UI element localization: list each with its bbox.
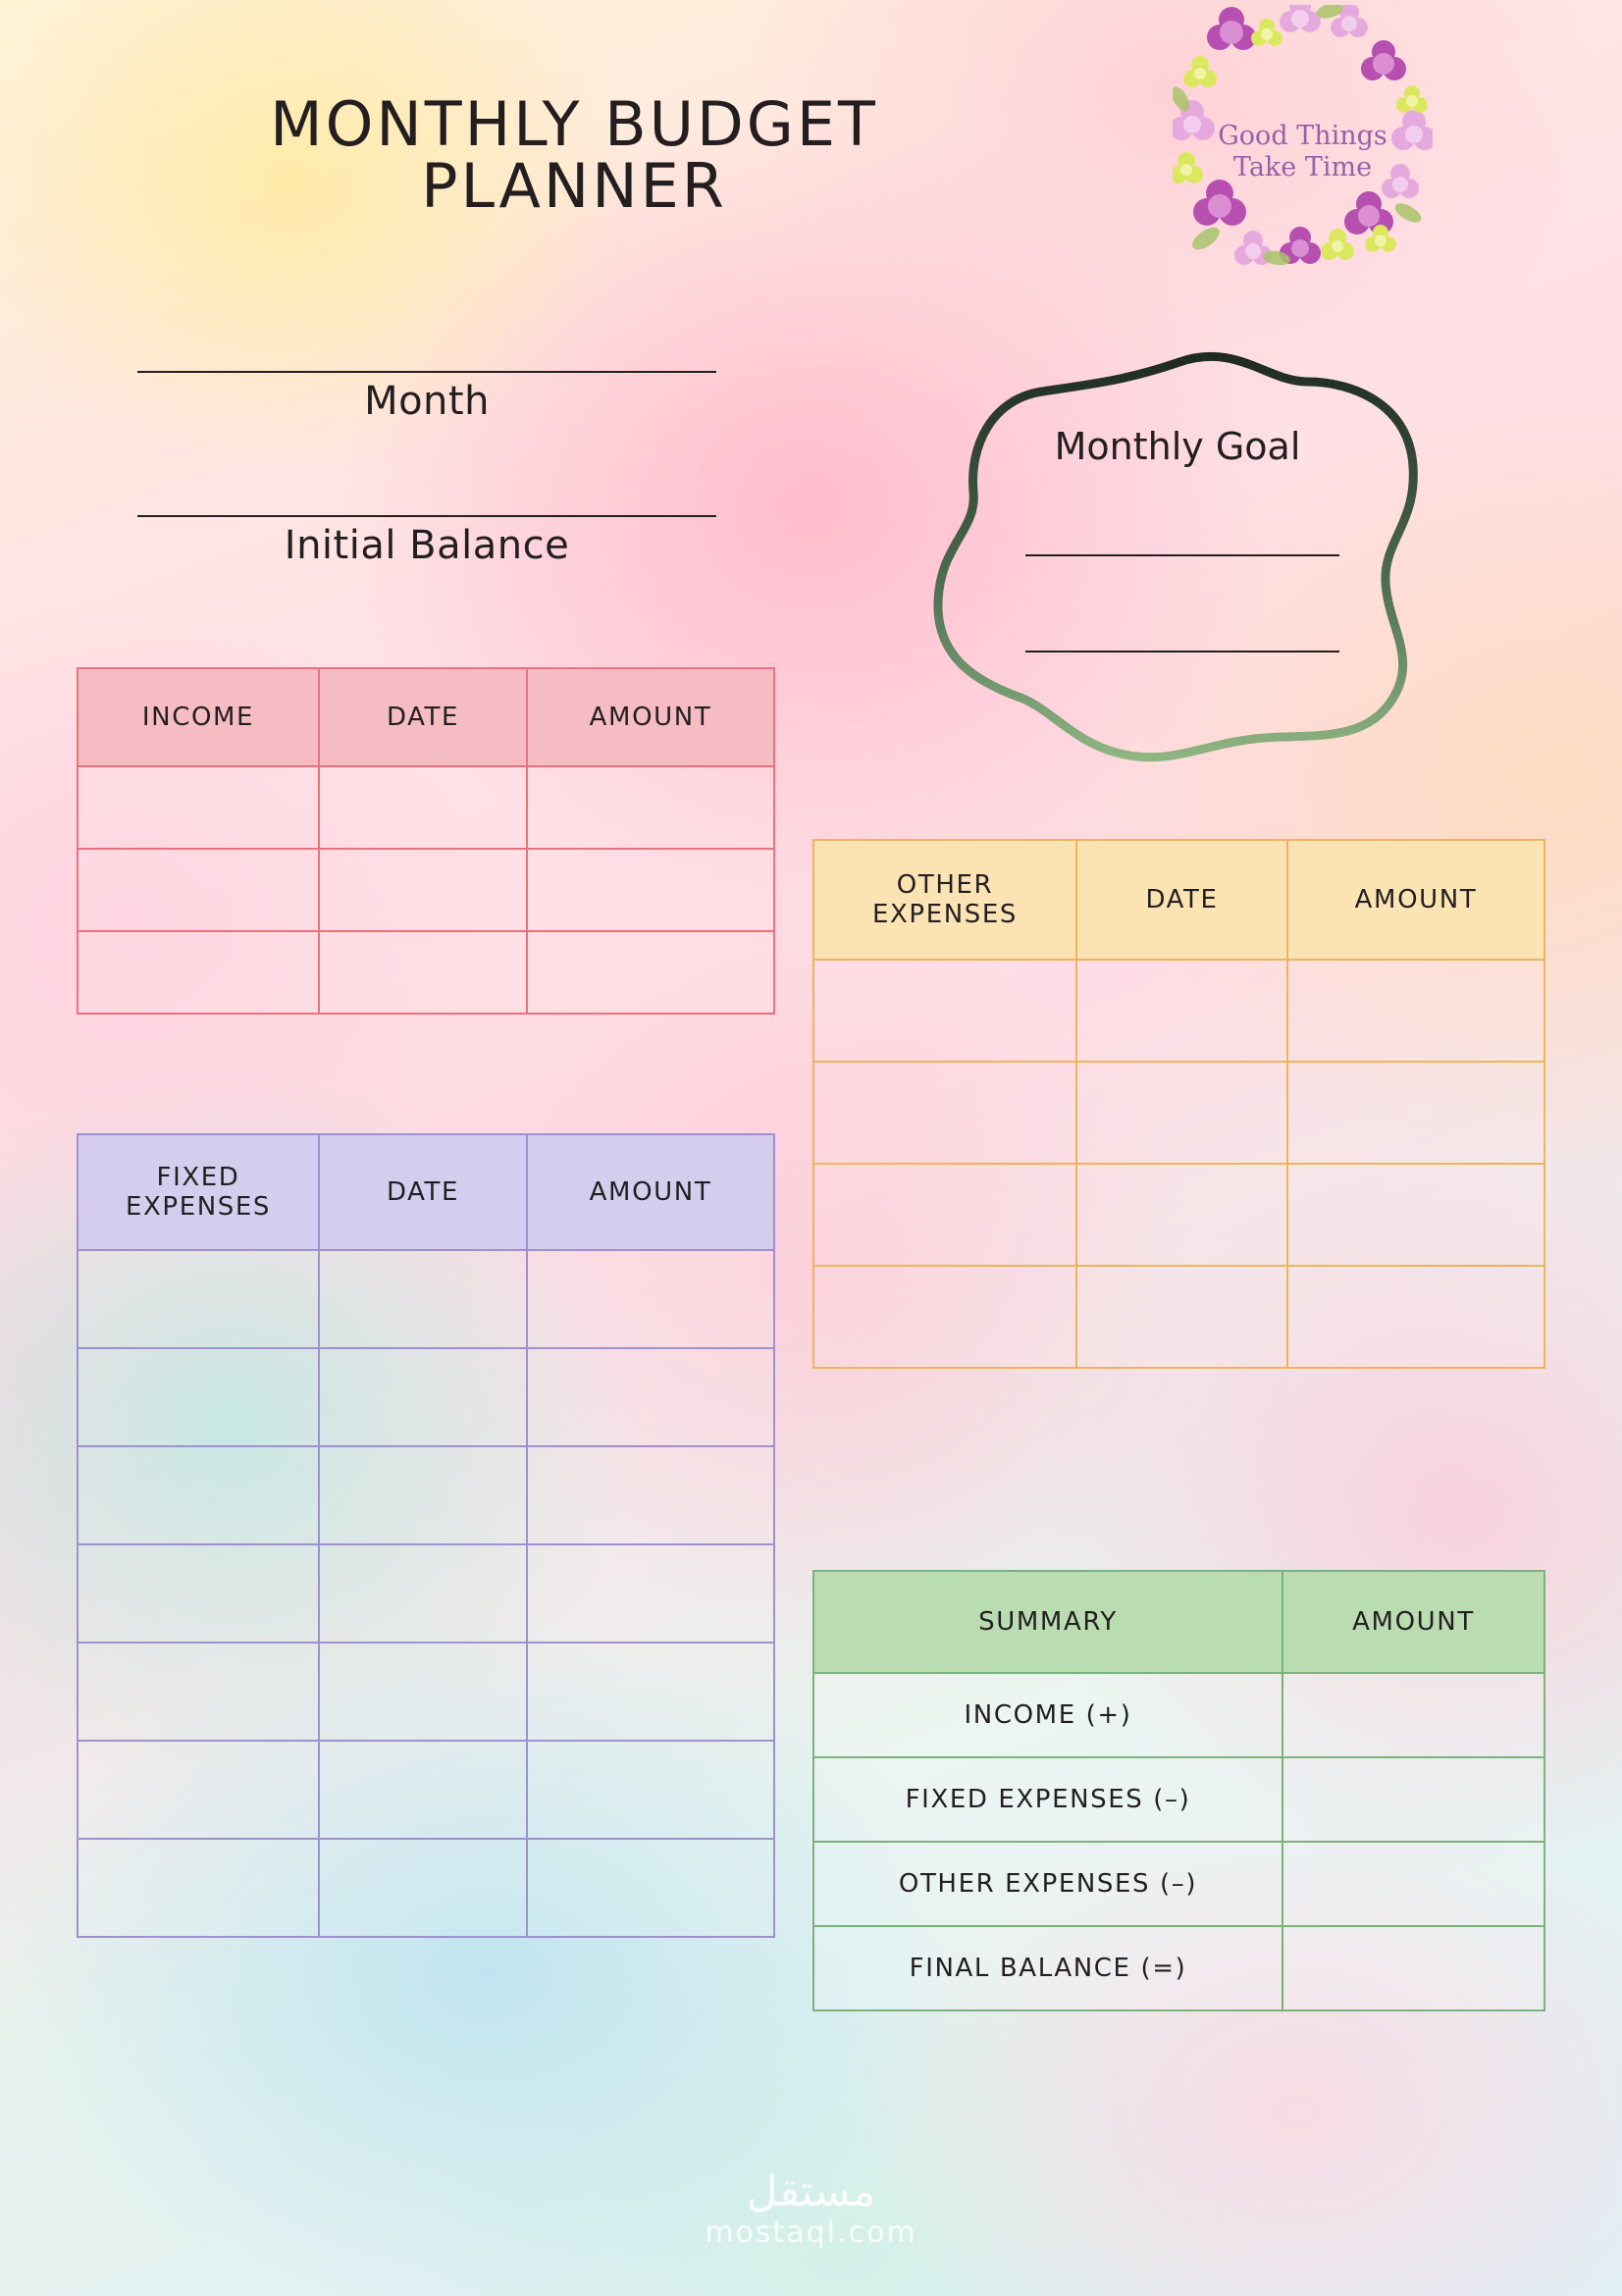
income-cell-name[interactable] [78,931,319,1014]
other-cell-name[interactable] [813,1266,1076,1368]
month-write-line[interactable] [137,371,716,373]
other-cell-date[interactable] [1076,1164,1287,1266]
summary-table [812,1570,1545,2011]
month-field[interactable] [137,371,716,424]
income-table-header-row [78,668,774,766]
table-row [813,1673,1544,1757]
table-row [813,1842,1544,1926]
page-title [147,88,1001,223]
table-row [813,1926,1544,2010]
income-cell-name[interactable] [78,849,319,931]
income-cell-amount[interactable] [527,931,774,1014]
summary-amount-other-expenses[interactable] [1282,1842,1544,1926]
fixed-col-category-line-2: EXPENSES [125,1192,272,1222]
fixed-cell-date[interactable] [319,1250,527,1348]
income-cell-name[interactable] [78,766,319,849]
summary-amount-income[interactable] [1282,1673,1544,1757]
other-cell-amount[interactable] [1287,960,1544,1062]
table-row [813,1266,1544,1368]
fixed-cell-date[interactable] [319,1446,527,1544]
table-row [78,1839,774,1937]
table-row [813,1164,1544,1266]
other-col-date: DATE [1076,840,1287,960]
fixed-col-category [78,1134,319,1250]
fixed-cell-amount[interactable] [527,1348,774,1446]
fixed-cell-amount[interactable] [527,1544,774,1643]
fixed-cell-name[interactable] [78,1250,319,1348]
table-row [78,1446,774,1544]
table-row [78,1544,774,1643]
income-cell-date[interactable] [319,849,527,931]
income-cell-date[interactable] [319,766,527,849]
monthly-goal-title: Monthly Goal [1054,425,1301,468]
fixed-cell-name[interactable] [78,1348,319,1446]
page-title-line-1: MONTHLY BUDGET [270,88,878,160]
fixed-cell-name[interactable] [78,1839,319,1937]
fixed-cell-name[interactable] [78,1446,319,1544]
table-row [813,960,1544,1062]
fixed-cell-name[interactable] [78,1544,319,1643]
fixed-cell-amount[interactable] [527,1643,774,1741]
table-row [78,849,774,931]
other-table-header-row [813,840,1544,960]
watermark-arabic: مستقل [746,2166,876,2217]
summary-label-income: INCOME (+) [813,1673,1282,1757]
summary-label-final-balance: FINAL BALANCE (=) [813,1926,1282,2010]
table-row [813,1062,1544,1164]
other-col-amount: AMOUNT [1287,840,1544,960]
fixed-col-date: DATE [319,1134,527,1250]
income-col-date: DATE [319,668,527,766]
monthly-goal-line-2[interactable] [1025,651,1339,652]
fixed-cell-date[interactable] [319,1643,527,1741]
page-title-line-2: PLANNER [421,150,727,223]
fixed-table-header-row [78,1134,774,1250]
table-row [78,931,774,1014]
fixed-cell-date[interactable] [319,1348,527,1446]
income-col-income: INCOME [78,668,319,766]
month-label: Month [364,379,490,424]
other-cell-name[interactable] [813,1062,1076,1164]
income-cell-amount[interactable] [527,766,774,849]
goal-blob-shape [922,348,1433,770]
other-cell-amount[interactable] [1287,1266,1544,1368]
wreath-quote-line-2: Take Time [1232,151,1373,183]
income-cell-amount[interactable] [527,849,774,931]
summary-label-fixed-expenses: FIXED EXPENSES (–) [813,1757,1282,1842]
other-expenses-table [812,839,1545,1369]
summary-amount-final-balance[interactable] [1282,1926,1544,2010]
table-row [78,1348,774,1446]
other-col-category [813,840,1076,960]
other-cell-name[interactable] [813,1164,1076,1266]
fixed-expenses-table [77,1133,775,1938]
other-cell-amount[interactable] [1287,1164,1544,1266]
initial-balance-write-line[interactable] [137,515,716,517]
summary-amount-fixed-expenses[interactable] [1282,1757,1544,1842]
income-col-amount: AMOUNT [527,668,774,766]
table-row [813,1757,1544,1842]
other-cell-date[interactable] [1076,1266,1287,1368]
fixed-col-category-line-1: FIXED [156,1163,240,1192]
fixed-cell-name[interactable] [78,1741,319,1839]
fixed-cell-amount[interactable] [527,1250,774,1348]
summary-label-other-expenses: OTHER EXPENSES (–) [813,1842,1282,1926]
other-cell-date[interactable] [1076,1062,1287,1164]
income-cell-date[interactable] [319,931,527,1014]
fixed-cell-amount[interactable] [527,1839,774,1937]
other-col-category-line-1: OTHER [896,870,994,900]
other-cell-amount[interactable] [1287,1062,1544,1164]
summary-col-amount: AMOUNT [1282,1571,1544,1673]
initial-balance-label: Initial Balance [284,523,570,568]
watermark [0,2168,1622,2250]
table-row [78,1741,774,1839]
summary-col-summary: SUMMARY [813,1571,1282,1673]
other-cell-name[interactable] [813,960,1076,1062]
income-table [77,667,775,1015]
fixed-cell-date[interactable] [319,1741,527,1839]
fixed-cell-date[interactable] [319,1839,527,1937]
monthly-goal-card[interactable] [922,348,1433,770]
wreath-quote-line-1: Good Things [1218,121,1387,151]
wreath-quote [1173,121,1433,183]
floral-wreath-icon [1173,5,1433,329]
fixed-cell-amount[interactable] [527,1741,774,1839]
fixed-col-amount: AMOUNT [527,1134,774,1250]
summary-table-header-row [813,1571,1544,1673]
monthly-goal-line-1[interactable] [1025,554,1339,556]
fixed-cell-amount[interactable] [527,1446,774,1544]
table-row [78,1250,774,1348]
other-cell-date[interactable] [1076,960,1287,1062]
other-col-category-line-2: EXPENSES [871,900,1019,929]
initial-balance-field[interactable] [137,515,716,568]
fixed-cell-date[interactable] [319,1544,527,1643]
table-row [78,766,774,849]
fixed-cell-name[interactable] [78,1643,319,1741]
watermark-latin: mostaql.com [705,2216,917,2251]
table-row [78,1643,774,1741]
